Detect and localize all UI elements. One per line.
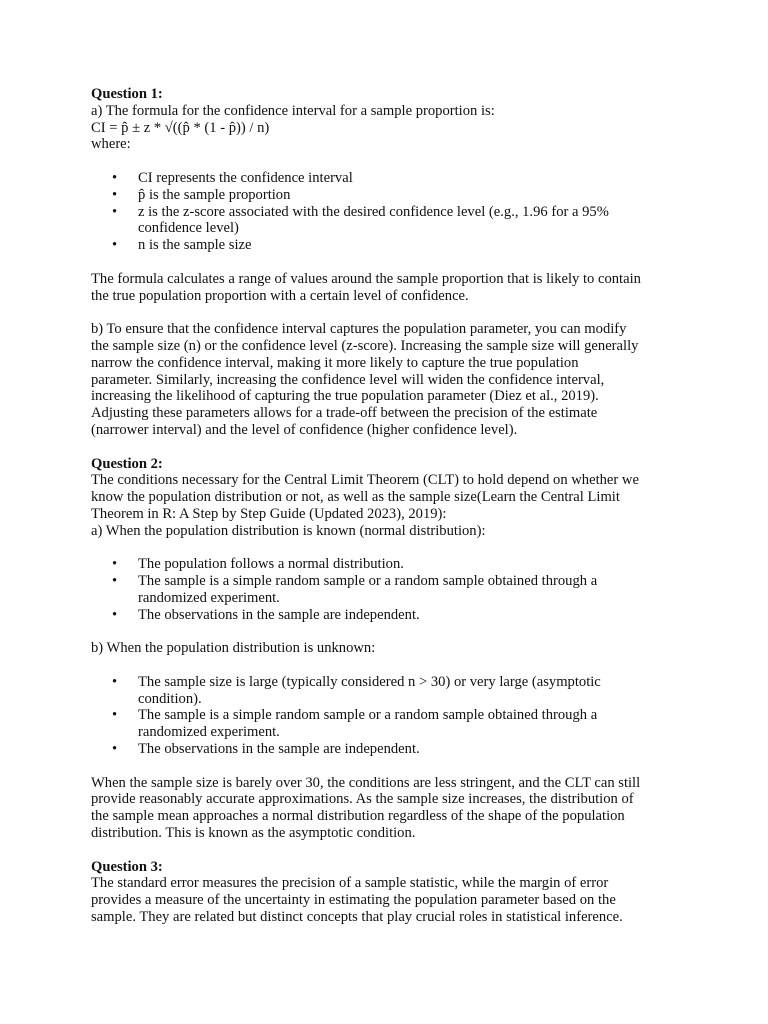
list-item-text: The observations in the sample are independent.: [138, 741, 420, 758]
list-item: [91, 187, 691, 204]
paragraph-line: parameter. Similarly, increasing the confidence level will widen the confidence interval,: [91, 371, 605, 388]
q2-intro-paragraph: [91, 472, 691, 522]
list-item-text: confidence level): [138, 220, 239, 237]
list-item-text: randomized experiment.: [138, 724, 280, 741]
q2-closing-paragraph: [91, 775, 691, 842]
list-item-text: CI represents the confidence interval: [138, 169, 353, 186]
list-item: [91, 741, 691, 758]
list-item: [91, 607, 691, 624]
q1-explanation-paragraph: [91, 271, 691, 305]
bullet-icon: •: [112, 186, 118, 203]
list-item-text: The observations in the sample are independent.: [138, 606, 420, 623]
list-item-text: randomized experiment.: [138, 589, 280, 606]
q2-part-b-label: b) When the population distribution is unknown:: [91, 640, 376, 657]
list-item: [91, 237, 691, 254]
bullet-icon: •: [112, 707, 118, 724]
list-item-text: The sample is a simple random sample or a random sample obtained through a: [138, 707, 598, 724]
paragraph-line: the sample mean approaches a normal distribution regardless of the shape of the population: [91, 808, 625, 825]
paragraph-line: provides a measure of the uncertainty in estimating the population parameter based on the: [91, 892, 616, 909]
document-page: [91, 86, 691, 926]
list-item: [91, 674, 691, 708]
paragraph-line: The conditions necessary for the Central Limit Theorem (CLT) to hold depend on whether we: [91, 472, 639, 489]
list-item: [91, 204, 691, 238]
list-item: [91, 170, 691, 187]
paragraph-line: the sample size (n) or the confidence level (z-score). Increasing the sample size will generally: [91, 337, 639, 354]
list-item: [91, 556, 691, 573]
list-item-text: The population follows a normal distribution.: [138, 556, 404, 573]
paragraph-line: (narrower interval) and the level of confidence (higher confidence level).: [91, 421, 518, 438]
paragraph-line: know the population distribution or not, as well as the sample size(Learn the Central Limit: [91, 489, 620, 506]
paragraph-line: distribution. This is known as the asymptotic condition.: [91, 825, 416, 842]
question-2-heading: Question 2:: [91, 455, 163, 472]
q1-part-a-intro: a) The formula for the confidence interval for a sample proportion is:: [91, 102, 495, 119]
bullet-icon: •: [112, 573, 118, 590]
list-item-text: p̂ is the sample proportion: [138, 186, 291, 203]
paragraph-line: When the sample size is barely over 30, the conditions are less stringent, and the CLT can still: [91, 774, 641, 791]
list-item-text: The sample size is large (typically considered n > 30) or very large (asymptotic: [138, 673, 601, 690]
bullet-icon: •: [112, 673, 118, 690]
list-item-text: n is the sample size: [138, 237, 252, 254]
paragraph-line: The formula calculates a range of values around the sample proportion that is likely to contain: [91, 270, 641, 287]
ci-formula: CI = p̂ ± z * √((p̂ * (1 - p̂)) / n): [91, 119, 270, 136]
paragraph-line: The standard error measures the precision of a sample statistic, while the margin of error: [91, 875, 609, 892]
q1-part-b-paragraph: [91, 321, 691, 439]
paragraph-line: Theorem in R: A Step by Step Guide (Updated 2023), 2019):: [91, 505, 447, 522]
list-item-text: z is the z-score associated with the desired confidence level (e.g., 1.96 for a 95%: [138, 203, 609, 220]
list-item-text: condition).: [138, 690, 202, 707]
q2-part-a-label: a) When the population distribution is known (normal distribution):: [91, 522, 486, 539]
question-1-heading: Question 1:: [91, 86, 163, 102]
paragraph-line: b) To ensure that the confidence interval captures the population parameter, you can modify: [91, 321, 627, 338]
paragraph-line: narrow the confidence interval, making it more likely to capture the true population: [91, 354, 579, 371]
bullet-icon: •: [112, 606, 118, 623]
bullet-icon: •: [112, 169, 118, 186]
q2-known-distribution-list: [91, 556, 691, 623]
bullet-icon: •: [112, 741, 118, 758]
paragraph-line: the true population proportion with a certain level of confidence.: [91, 287, 469, 304]
where-label: where:: [91, 136, 131, 153]
paragraph-line: increasing the likelihood of capturing the true population parameter (Diez et al., 2019).: [91, 388, 599, 405]
list-item: [91, 573, 691, 607]
list-item-text: The sample is a simple random sample or a random sample obtained through a: [138, 573, 598, 590]
bullet-icon: •: [112, 556, 118, 573]
paragraph-line: Adjusting these parameters allows for a trade-off between the precision of the estimate: [91, 405, 598, 422]
list-item: [91, 707, 691, 741]
paragraph-line: provide reasonably accurate approximations. As the sample size increases, the distribution of: [91, 791, 634, 808]
paragraph-line: sample. They are related but distinct concepts that play crucial roles in statistical inference.: [91, 909, 623, 926]
q2-unknown-distribution-list: [91, 674, 691, 758]
bullet-icon: •: [112, 237, 118, 254]
q3-paragraph: [91, 875, 691, 925]
q1-definition-list: [91, 170, 691, 254]
question-3-heading: Question 3:: [91, 858, 163, 875]
bullet-icon: •: [112, 203, 118, 220]
